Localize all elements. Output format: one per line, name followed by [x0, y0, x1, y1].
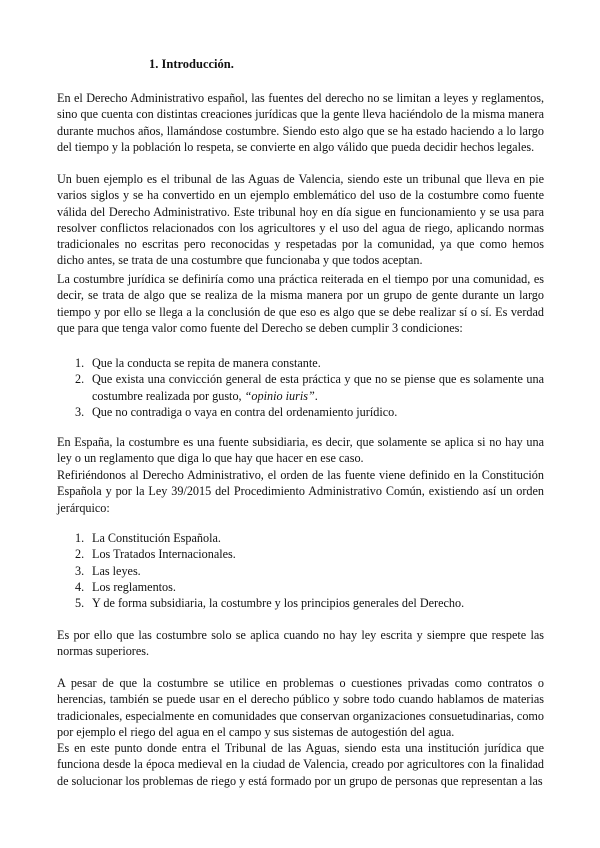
paragraph-subsidiaria: En España, la costumbre es una fuente subsidiaria, es decir, que solamente se aplica si no hay una ley o un reglamento que diga lo que hay que hacer en ese caso. [57, 435, 544, 466]
list-item: 5. Y de forma subsidiaria, la costumbre y los principios generales del Derecho. [75, 596, 465, 611]
latin-term: “opinio iuris” [244, 388, 315, 403]
list-item: 1. Que la conducta se repita de manera constante. [75, 356, 321, 370]
list-item: 3. Que no contradiga o vaya en contra del ordenamiento jurídico. [75, 404, 398, 419]
list-item: 1. La Constitución Española. [75, 531, 221, 545]
list-item: 4. Los reglamentos. [75, 579, 176, 594]
paragraph-costumbre-definition: La costumbre jurídica se definiría como una práctica reiterada en el tiempo por una comunidad, es decir, se trata de algo que se realiza de la misma manera por un grupo de gente durante un largo tiempo y por ello se llega a la conclusión de que eso es algo que se debe realizar sí o sí. Es verdad que para que tenga valor como fuente del Derecho se deben cumplir 3 condiciones: [57, 272, 544, 335]
list-item: 2. Que exista una convicción general de esta práctica y que no se piense que es solamente una costumbre realizada por gusto, “opinio iuris”. [75, 372, 544, 403]
list-item: 2. Los Tratados Internacionales. [75, 547, 236, 562]
paragraph-intro: En el Derecho Administrativo español, las fuentes del derecho no se limitan a leyes y reglamentos, sino que cuenta con distintas creaciones jurídicas que la gente lleva haciéndolo de la misma manera durante muchos años, llamándose costumbre. Siendo esto algo que se ha estado haciendo a lo largo del tiempo y la población lo respeta, se convierte en algo válido que pueda decidir hechos legales. [57, 91, 544, 154]
paragraph-derecho-publico: A pesar de que la costumbre se utilice en problemas o cuestiones privadas como contratos o herencias, también se puede usar en el derecho público y sobre todo cuando hablamos de materias tradicionales, especialmente en comunidades que conservan organizaciones consuetudinarias, como por ejemplo el riego del agua en el campo y sus sistemas de autogestión del agua. [57, 676, 544, 739]
section-heading: 1. Introducción. [149, 57, 234, 71]
paragraph-tribunal-example: Un buen ejemplo es el tribunal de las Aguas de Valencia, siendo este un tribunal que lleva en pie varios siglos y se ha convertido en un ejemplo emblemático del uso de la costumbre como fuente válida del Derecho Administrativo. Este tribunal hoy en día sigue en funcionamiento y se usa para resolver conflictos relacionados con los agricultores y el uso del agua de riego, aplicando normas tradicionales no escritas pero reconocidas y respetadas por la comunidad, ya que como hemos dicho antes, se trata de una costumbre que funcionaba y que todos aceptan. [57, 172, 544, 268]
hierarchy-list [57, 530, 544, 611]
list-item: 3. Las leyes. [75, 563, 141, 578]
paragraph-normas-superiores: Es por ello que las costumbre solo se aplica cuando no hay ley escrita y siempre que respete las normas superiores. [57, 628, 544, 659]
paragraph-orden-fuentes: Refiriéndonos al Derecho Administrativo, el orden de las fuente viene definido en la Constitución Española y por la Ley 39/2015 del Procedimiento Administrativo Común, existiendo así un orden jerárquico: [57, 468, 544, 515]
conditions-list [57, 355, 544, 420]
paragraph-tribunal-aguas: Es en este punto donde entra el Tribunal de las Aguas, siendo esta una institución jurídica que funciona desde la época medieval en la ciudad de Valencia, creado por agricultores con la finalidad de solucionar los problemas de riego y está formado por un grupo de personas que representan a las [57, 741, 544, 788]
